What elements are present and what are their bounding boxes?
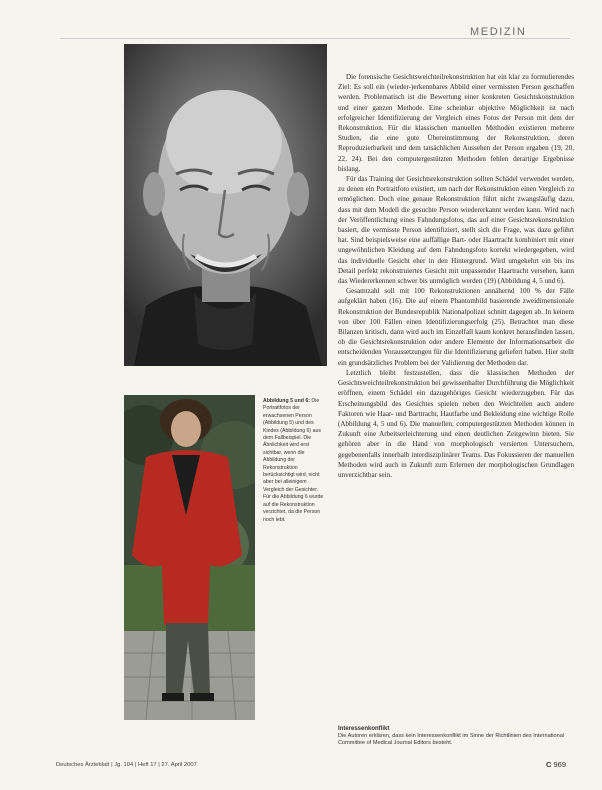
article-paragraph: Gesamtzahl soll mit 100 Rekonstruktionen annähernd 100 % der Fälle aufgeklärt haben (16). Die auf einem Phantombild basierende zweidimensionale Rekonstruktion der Bundesrepublik Nationalpolizei schnitt dagegen ab. In keinem von über 100 Fällen einen Identifizierungserfolg (25). Betrachtet man diese Bilanzen kritisch, dann wird auch im Einzelfall kaum konkret herausfinden lassen, ob die Gesichtsrekonstruktion oder andere Elemente der Informationsarbeit die entscheidenden Voraussetzungen für die Identifizierung geliefert haben. Hier stellt ein grundsätzliches Problem bei der Validierung der Methoden dar. <box>338 287 574 367</box>
conflict-of-interest <box>338 726 574 748</box>
article-paragraph: Letztlich bleibt festzustellen, dass die klassischen Methoden der Gesichtsweichteilrekonstruktion bei gewissenhafter Durchführung die Möglichkeit eröffnen, einem Schädel ein dazugehöriges Gesicht wiederzugeben. Für das Erscheinungsbild des Gesichtes spielen neben den Weichteilen auch andere Faktoren wie Haar- und Barttracht, Hautfarbe und Bekleidung eine wichtige Rolle (Abbildung 4, 5 und 6). Die manuellen, computergestützten Methoden können in Zukunft eine Arbeitserleichterung und einen deutlichen Zeitgewinn bieten. Sie gehören aber in die Hand von morphologisch versierten Untersuchern, gegebenenfalls innerhalb interdisziplinärer Teams. Das Fokussieren der manuellen Methoden wird auch in Zukunft zum Erlernen der morphologischen Grundlagen unverzichtbar sein. <box>338 368 574 479</box>
section-header: MEDIZIN <box>470 26 527 38</box>
article-paragraph: Die forensische Gesichtsweichteilrekonstruktion hat ein klar zu formulierendes Ziel: Es soll ein (wieder-)erkennbares Abbild einer vermissten Person geschaffen werden. Problematisch ist die Bewertung einer konkreten Gesichtskonstruktion und einer ganzen Methode. Eine scheinbar objektive Möglichkeit ist nach erfolgreicher Identifizierung der Vergleich eines Fotos der Person mit dem der Rekonstruktion. Für die klassischen manuellen Methoden existieren mehrere Studien, die eine gute Übereinstimmung der Rekonstruktion, deren Reproduzierbarkeit und dem tatsächlichen Aussehen der Person ergaben (19, 20, 22, 24). Bei den computergestützten Methoden fehlen derartige Ergebnisse bislang. <box>338 73 574 173</box>
page-number-value: 969 <box>553 760 567 769</box>
figure-caption <box>263 398 325 524</box>
article-paragraph: Für das Training der Gesichtsrekonstruktion sollten Schädel verwendet werden, zu denen ein Portraitfoto existiert, um nach der Rekonstruktion einen Vergleich zu ermöglichen. Doch eine genaue Rekonstruktion führt nicht zwangsläufig dazu, dass mit dem Modell die gesuchte Person wiedererkannt werden kann. Wird nach der Veröffentlichung eines Fahndungsfotos, das auf einer Gesichtsrekonstruktion basiert, die vermisste Person identifiziert, stellt sich die Frage, was dazu geführt hat. Sind beispielsweise eine auffällige Bart- oder Haartracht kombiniert mit einer ungewöhnlichen Kleidung auf dem Fahndungsfoto korrekt wiedergegeben, wird das individuelle Gesicht eher in den Hintergrund. Wird umgekehrt ein bis ins Detail perfekt rekonstruiertes Gesicht mit unpassender Haartracht versehen, kann das Wiedererkennen schwer bis unmöglich werden (19) (Abbildung 4, 5 und 6). <box>338 175 574 286</box>
figure-caption-label: Abbildung 5 und 6: <box>263 398 310 404</box>
header-rule <box>60 38 570 39</box>
journal-footer: Deutsches Ärzteblatt | Jg. 104 | Heft 17 | 27. April 2007 <box>56 762 197 768</box>
page-number <box>546 760 566 769</box>
figure-caption-text: Die Portraitfotos der erwachsenen Person (Abbildung 5) und des Kindes (Abbildung 6) aus dem Fallbeispiel. Die Ähnlichkeit wird erst sichtbar, wenn die Abbildung der Rekonstruktion berücksichtigt wird, nicht aber bei alleinigem Vergleich der Gesichter. Für die Abbildung 6 wurde auf die Rekonstruktion verzichtet, da die Person noch lebt. <box>263 398 324 523</box>
conflict-title: Interessenkonflikt <box>338 726 390 732</box>
portrait-photo-adult <box>124 44 327 366</box>
article-body <box>338 72 574 480</box>
conflict-text: Die Autoren erklären, dass kein Interessenkonflikt im Sinne der Richtlinien des International Committee of Medical Journal Editors besteht. <box>338 733 565 747</box>
page-mark: C <box>546 760 552 769</box>
photo-standing-person <box>124 395 255 720</box>
